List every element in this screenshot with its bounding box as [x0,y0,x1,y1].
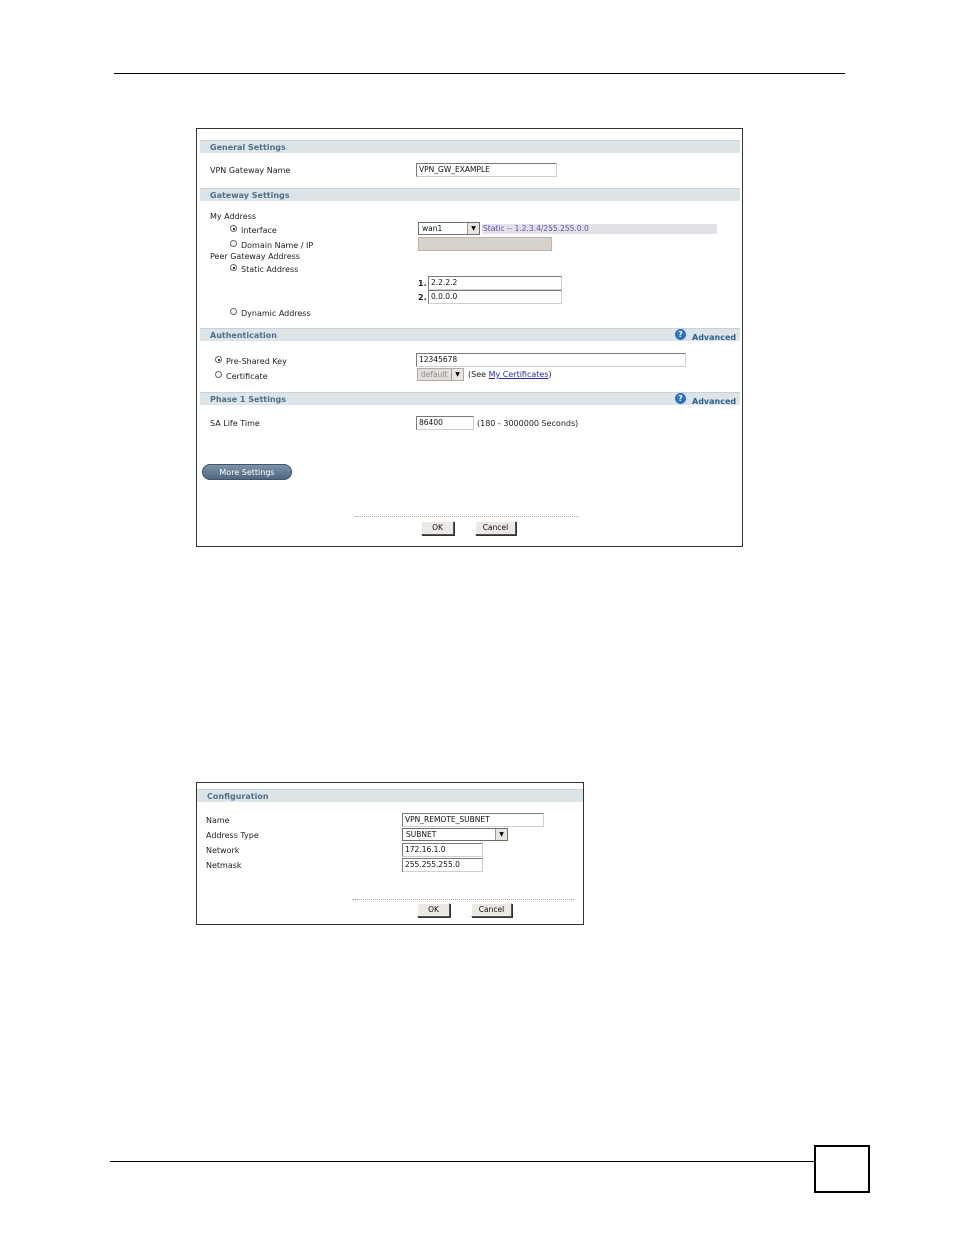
authentication-advanced-icon[interactable]: ? [675,329,686,340]
chevron-down-icon: ▼ [495,829,507,840]
domain-name-input[interactable] [418,237,552,251]
address-config-panel [196,782,584,925]
gateway-settings-header: Gateway Settings [200,188,740,201]
more-settings-button[interactable]: More Settings [202,464,292,480]
pre-shared-key-label: Pre-Shared Key [226,357,287,366]
see-suffix: ) [548,370,552,379]
sa-life-time-label: SA Life Time [210,419,260,428]
sa-life-time-range: (180 - 3000000 Seconds) [477,419,579,428]
peer-gateway-address-label: Peer Gateway Address [210,252,300,261]
my-address-label: My Address [210,212,257,221]
static-address-1-input[interactable]: 2.2.2.2 [428,276,562,290]
static-address-radio[interactable] [230,264,237,271]
netmask-label: Netmask [206,861,242,870]
ok-button[interactable]: OK [421,521,454,535]
button-separator [352,899,574,900]
interface-status-text: Static -- 1.2.3.4/255.255.0.0 [483,224,589,233]
domain-name-ip-label: Domain Name / IP [241,241,314,250]
pre-shared-key-radio[interactable] [215,356,222,363]
ok-button[interactable]: OK [417,903,450,917]
address-type-select[interactable] [402,828,508,841]
sa-life-time-input[interactable]: 86400 [416,416,474,430]
chevron-down-icon: ▼ [467,223,479,234]
dynamic-address-radio[interactable] [230,308,237,315]
authentication-header: Authentication [200,328,740,341]
authentication-advanced-link[interactable]: Advanced [692,333,737,342]
chevron-down-icon: ▼ [451,369,463,380]
vpn-gateway-name-label: VPN Gateway Name [210,166,291,175]
vpn-gateway-panel [196,128,743,547]
vpn-gateway-name-input[interactable]: VPN_GW_EXAMPLE [416,163,557,177]
footer-rule [110,1161,814,1162]
pre-shared-key-input[interactable]: 12345678 [416,353,686,367]
cancel-button[interactable]: Cancel [475,521,516,535]
interface-select-value: wan1 [422,224,443,233]
static-address-label: Static Address [241,265,299,274]
general-settings-header: General Settings [200,140,740,153]
certificate-label: Certificate [226,372,268,381]
page-number-box [814,1145,870,1193]
my-certificates-link[interactable]: My Certificates [488,370,549,379]
static-address-1-prefix: 1. [418,279,427,288]
network-label: Network [206,846,240,855]
phase1-settings-header: Phase 1 Settings [200,392,740,405]
see-prefix: (See [468,370,489,379]
interface-select[interactable] [418,222,480,235]
phase1-advanced-link[interactable]: Advanced [692,397,737,406]
address-type-value: SUBNET [406,830,437,839]
network-input[interactable]: 172.16.1.0 [402,843,483,857]
domain-name-radio[interactable] [230,240,237,247]
cancel-button[interactable]: Cancel [471,903,512,917]
configuration-header: Configuration [197,789,583,802]
dynamic-address-label: Dynamic Address [241,309,311,318]
header-rule [114,73,845,74]
certificate-select-value: default [421,370,448,379]
interface-label: Interface [241,226,277,235]
static-address-2-input[interactable]: 0.0.0.0 [428,290,562,304]
see-certificates-text [468,370,552,379]
netmask-input[interactable]: 255.255.255.0 [402,858,483,872]
button-separator [355,516,579,517]
address-type-label: Address Type [206,831,259,840]
certificate-radio[interactable] [215,371,222,378]
interface-radio[interactable] [230,225,237,232]
phase1-advanced-icon[interactable]: ? [675,393,686,404]
name-input[interactable]: VPN_REMOTE_SUBNET [402,813,544,827]
static-address-2-prefix: 2. [418,293,427,302]
name-label: Name [206,816,230,825]
certificate-select[interactable] [417,368,464,381]
